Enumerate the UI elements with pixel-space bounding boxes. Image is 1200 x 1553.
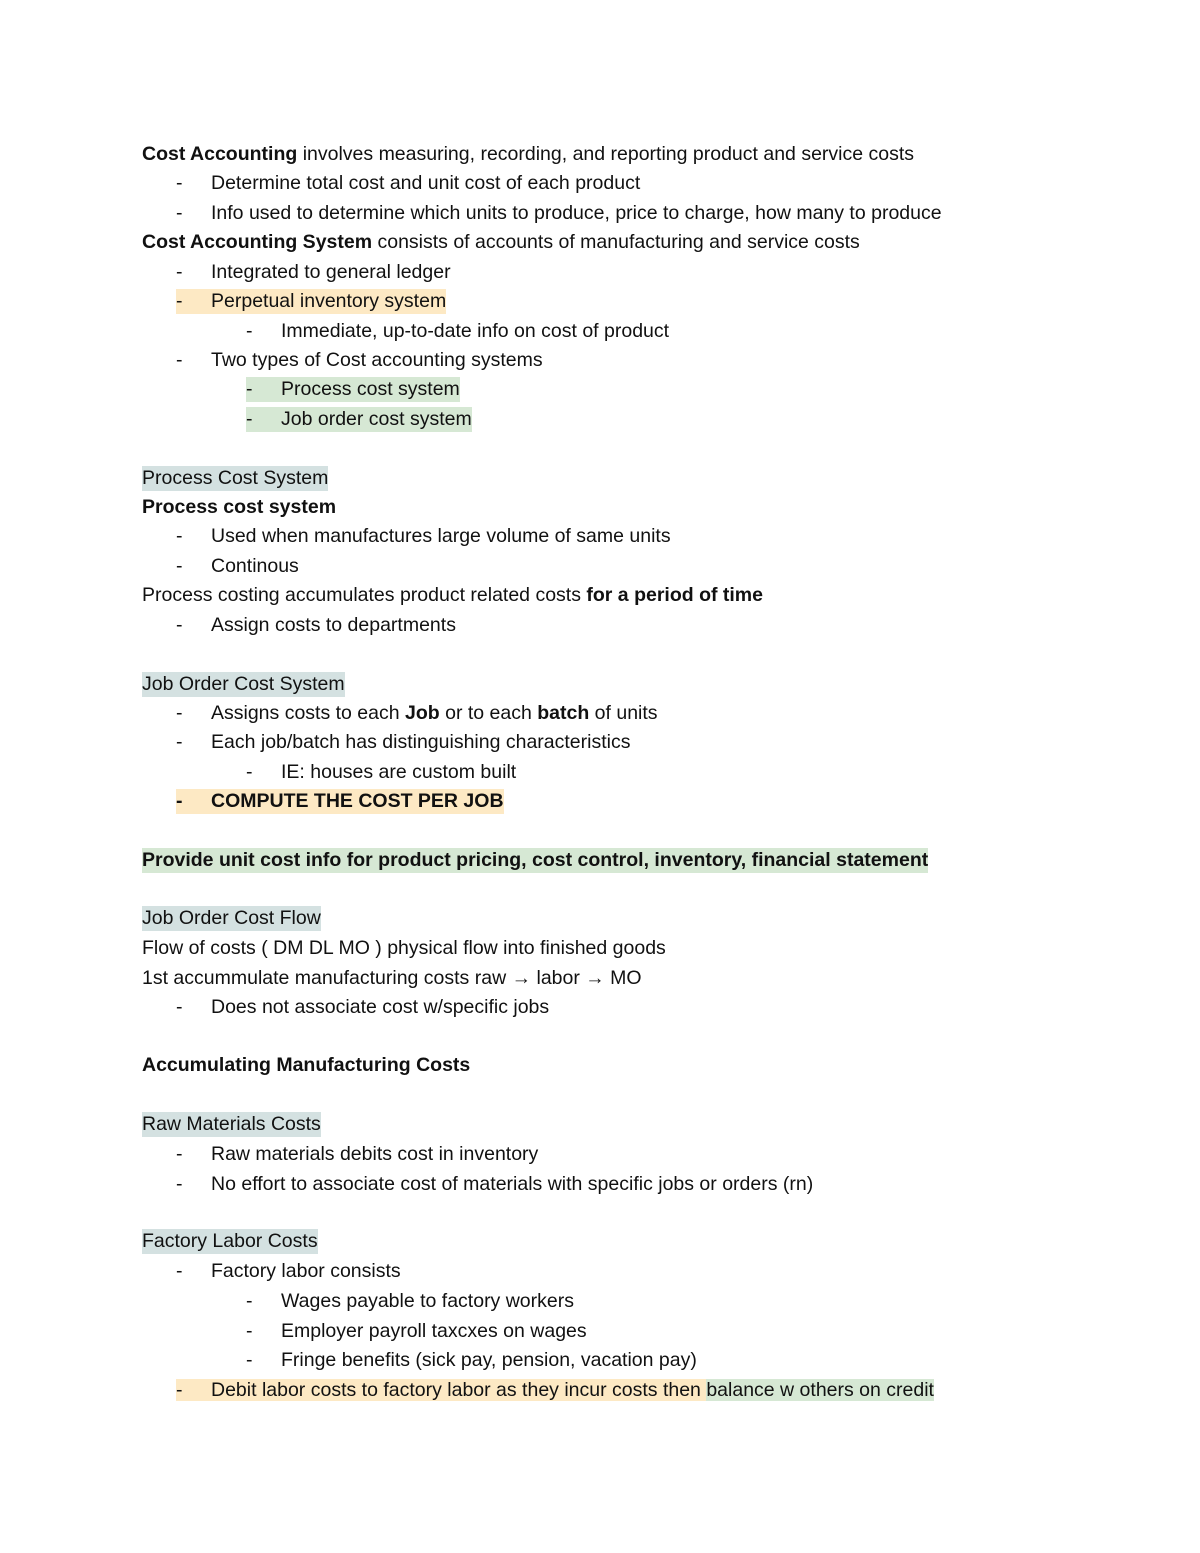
sub-bullet-item	[0, 1348, 1200, 1373]
sub-bullet-item-highlighted	[0, 377, 1200, 402]
sub-bullet-item	[0, 1289, 1200, 1314]
bullet-item	[0, 171, 1200, 196]
bullet-text: Raw materials debits cost in inventory	[211, 1143, 539, 1165]
sub-bullet-item	[0, 760, 1200, 785]
bullet-text: or to each	[439, 702, 538, 724]
bullet-text: Perpetual inventory system	[211, 290, 447, 312]
bullet-text: No effort to associate cost of materials with specific jobs or orders (rn)	[211, 1173, 814, 1195]
bullet-text: Assigns costs to each	[211, 702, 406, 724]
bullet-item	[0, 1172, 1200, 1197]
paragraph-text: Process costing accumulates product related costs	[142, 584, 587, 606]
bullet-dash: -	[176, 614, 183, 636]
bullet-text: Determine total cost and unit cost of each product	[211, 172, 641, 194]
paragraph-line	[0, 583, 1200, 608]
bullet-dash: -	[176, 290, 183, 312]
bullet-item-highlighted	[0, 789, 1200, 814]
line-cost-accounting-system	[0, 230, 1200, 255]
bullet-text: Integrated to general ledger	[211, 261, 451, 283]
bullet-dash: -	[176, 555, 183, 577]
sub-bullet-item	[0, 319, 1200, 344]
bold-subheading: Process cost system	[142, 496, 337, 518]
bullet-text: Wages payable to factory workers	[281, 1290, 574, 1312]
definition-text: consists of accounts of manufacturing and service costs	[372, 231, 860, 253]
bullet-dash: -	[176, 1260, 183, 1282]
bullet-item	[0, 701, 1200, 726]
bullet-text: Job order cost system	[281, 408, 472, 430]
bullet-item	[0, 201, 1200, 226]
emphasis-text: Job	[405, 702, 440, 724]
bullet-text: Used when manufactures large volume of same units	[211, 525, 671, 547]
key-statement-highlighted: Provide unit cost info for product pricing, cost control, inventory, financial statement	[142, 849, 929, 871]
bullet-dash: -	[176, 525, 183, 547]
sub-bullet-item	[0, 1319, 1200, 1344]
paragraph-line: 1st accummulate manufacturing costs raw → labor → MO	[142, 967, 642, 989]
bullet-dash: -	[176, 172, 183, 194]
bullet-item	[0, 348, 1200, 373]
bullet-dash: -	[176, 790, 183, 812]
bullet-dash: -	[176, 996, 183, 1018]
bullet-dash: -	[246, 1290, 253, 1312]
bullet-dash: -	[176, 1379, 183, 1401]
sub-bullet-item-highlighted	[0, 407, 1200, 432]
term-cost-accounting: Cost Accounting	[142, 143, 298, 165]
term-cost-accounting-system: Cost Accounting System	[142, 231, 373, 253]
bullet-dash: -	[246, 761, 253, 783]
bullet-text: Does not associate cost w/specific jobs	[211, 996, 550, 1018]
bullet-text: Two types of Cost accounting systems	[211, 349, 543, 371]
bullet-item-highlighted	[0, 1378, 1200, 1403]
bullet-text: Immediate, up-to-date info on cost of product	[281, 320, 670, 342]
section-heading-job-order-cost-flow: Job Order Cost Flow	[142, 907, 321, 929]
emphasis-text: batch	[537, 702, 590, 724]
bullet-dash: -	[246, 1320, 253, 1342]
bullet-text: Employer payroll taxcxes on wages	[281, 1320, 587, 1342]
bullet-dash: -	[176, 1173, 183, 1195]
line-cost-accounting	[0, 142, 1200, 167]
bullet-dash: -	[176, 349, 183, 371]
bullet-dash: -	[176, 731, 183, 753]
bullet-dash: -	[176, 702, 183, 724]
bullet-text: Debit labor costs to factory labor as they incur costs then	[211, 1379, 707, 1401]
bullet-text: Info used to determine which units to produce, price to charge, how many to produce	[211, 202, 942, 224]
bullet-item	[0, 1142, 1200, 1167]
section-heading-process-cost-system: Process Cost System	[142, 467, 329, 489]
section-heading-factory-labor-costs: Factory Labor Costs	[142, 1230, 318, 1252]
bullet-item	[0, 554, 1200, 579]
bullet-item	[0, 995, 1200, 1020]
emphasis-text: for a period of time	[586, 584, 763, 606]
bullet-dash: -	[176, 1143, 183, 1165]
bullet-dash: -	[246, 320, 253, 342]
bullet-dash: -	[246, 1349, 253, 1371]
bullet-item	[0, 1259, 1200, 1284]
bullet-text: Assign costs to departments	[211, 614, 456, 636]
bullet-item	[0, 730, 1200, 755]
bullet-item	[0, 613, 1200, 638]
bullet-text: COMPUTE THE COST PER JOB	[211, 790, 504, 812]
bullet-dash: -	[176, 202, 183, 224]
bullet-text-green: balance w others on credit	[706, 1379, 934, 1401]
definition-text: involves measuring, recording, and reporting product and service costs	[297, 143, 915, 165]
bullet-text: Each job/batch has distinguishing characteristics	[211, 731, 631, 753]
bullet-text: Process cost system	[281, 378, 460, 400]
bullet-text: Factory labor consists	[211, 1260, 401, 1282]
section-heading-raw-materials-costs: Raw Materials Costs	[142, 1113, 321, 1135]
bullet-dash: -	[246, 408, 253, 430]
section-heading-job-order-cost-system: Job Order Cost System	[142, 673, 345, 695]
bold-heading-accumulating-costs: Accumulating Manufacturing Costs	[142, 1054, 471, 1076]
bullet-text: of units	[589, 702, 658, 724]
bullet-dash: -	[176, 261, 183, 283]
bullet-item-highlighted	[0, 289, 1200, 314]
bullet-text: Continous	[211, 555, 299, 577]
bullet-text: IE: houses are custom built	[281, 761, 517, 783]
bullet-item	[0, 524, 1200, 549]
bullet-text: Fringe benefits (sick pay, pension, vacation pay)	[281, 1349, 697, 1371]
bullet-item	[0, 260, 1200, 285]
paragraph-line: Flow of costs ( DM DL MO ) physical flow into finished goods	[142, 937, 666, 959]
bullet-dash: -	[246, 378, 253, 400]
